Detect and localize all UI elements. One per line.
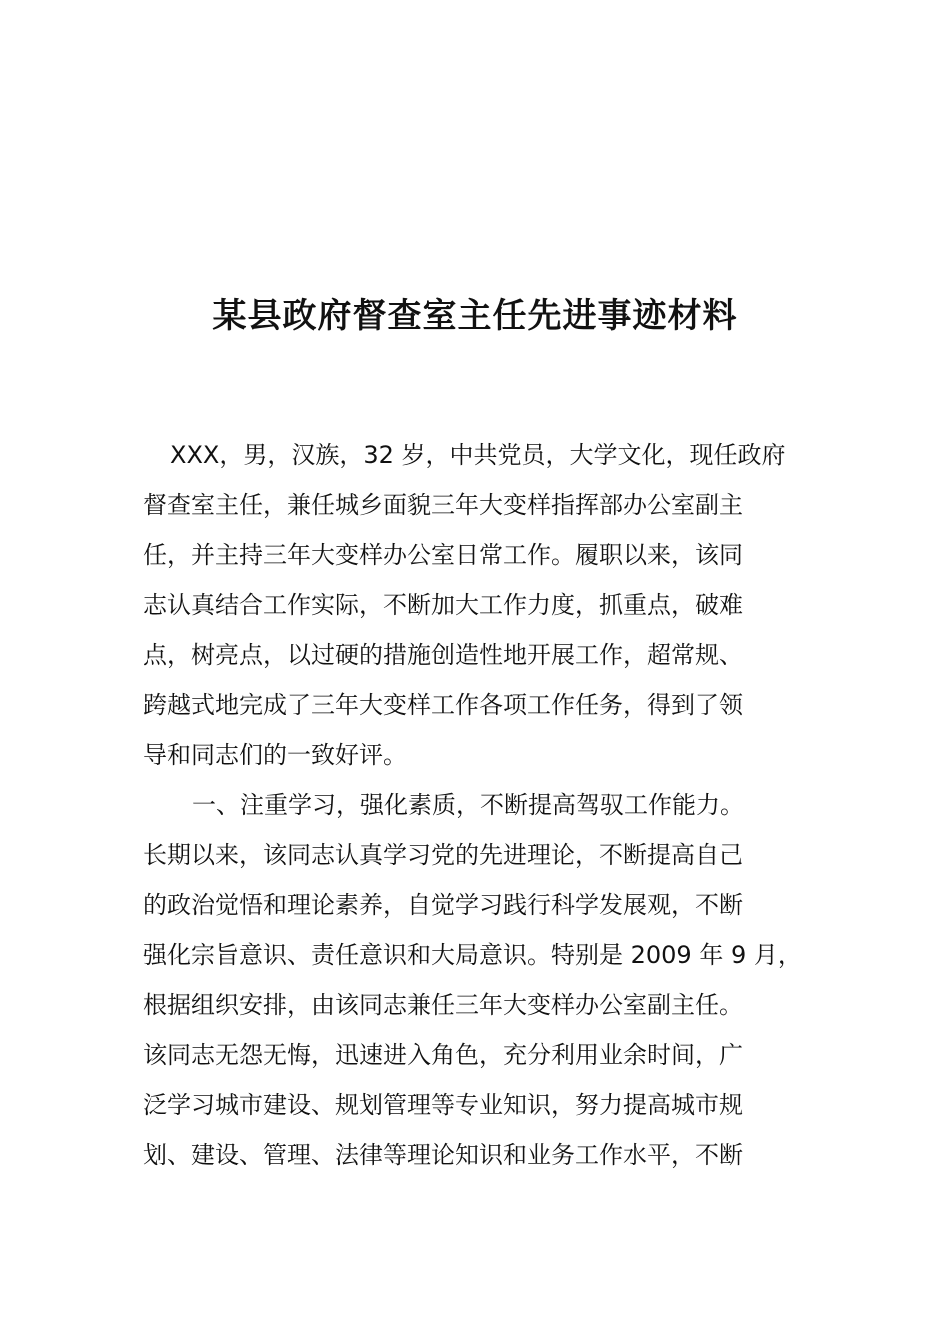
paragraph-line: 长期以来，该同志认真学习党的先进理论，不断提高自己 [143, 841, 743, 869]
paragraph-line: 导和同志们的一致好评。 [143, 741, 407, 769]
paragraph-line: 根据组织安排，由该同志兼任三年大变样办公室副主任。 [143, 991, 743, 1019]
paragraph-line: 该同志无怨无悔，迅速进入角色，充分利用业余时间，广 [143, 1041, 743, 1069]
paragraph-line: 点，树亮点，以过硬的措施创造性地开展工作，超常规、 [143, 641, 743, 669]
paragraph-line: 划、建设、管理、法律等理论知识和业务工作水平，不断 [143, 1141, 743, 1169]
paragraph-line: XXX，男，汉族，32 岁，中共党员，大学文化，现任政府 [170, 441, 786, 469]
paragraph-line: 跨越式地完成了三年大变样工作各项工作任务，得到了领 [143, 691, 743, 719]
document-title: 某县政府督查室主任先进事迹材料 [212, 296, 738, 336]
paragraph-line: 督查室主任，兼任城乡面貌三年大变样指挥部办公室副主 [143, 491, 743, 519]
paragraph-line: 强化宗旨意识、责任意识和大局意识。特别是 2009 年 9 月， [143, 941, 802, 969]
paragraph-line: 任，并主持三年大变样办公室日常工作。履职以来，该同 [143, 541, 743, 569]
paragraph-line: 的政治觉悟和理论素养，自觉学习践行科学发展观，不断 [143, 891, 743, 919]
paragraph-line: 志认真结合工作实际，不断加大工作力度，抓重点，破难 [143, 591, 743, 619]
paragraph-line: 泛学习城市建设、规划管理等专业知识，努力提高城市规 [143, 1091, 743, 1119]
section-heading-line: 一、注重学习，强化素质，不断提高驾驭工作能力。 [192, 791, 744, 819]
